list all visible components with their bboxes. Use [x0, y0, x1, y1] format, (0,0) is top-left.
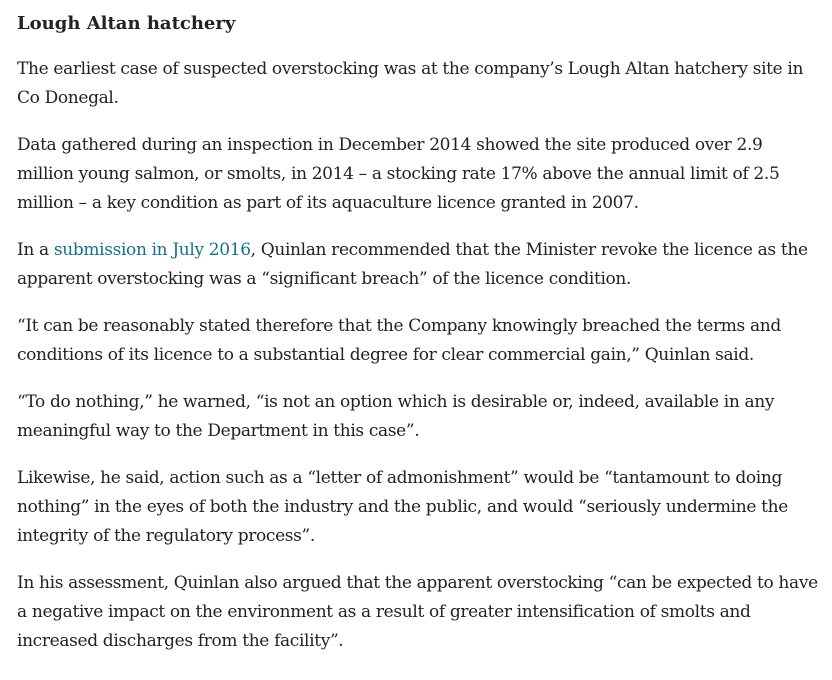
section-heading: Lough Altan hatchery: [17, 13, 236, 34]
paragraph-submission-before: In a: [17, 240, 54, 260]
paragraph-admonishment: Likewise, he said, action such as a “letter of admonishment” would be “tantamount to doing nothing” in the eyes of both the industry and the public, and would “seriously undermine the integrity of the regulatory process”.: [17, 468, 788, 546]
paragraph-quote-breach: “It can be reasonably stated therefore that the Company knowingly breached the terms and conditions of its licence to a substantial degree for clear commercial gain,” Quinlan said.: [17, 316, 781, 365]
paragraph-submission-after: , Quinlan recommended that the Minister revoke the licence as the apparent overstocking was a “significant breach” of the licence condition.: [17, 240, 808, 289]
paragraph-submission: [17, 236, 820, 294]
submission-link[interactable]: submission in July 2016: [53, 240, 251, 260]
paragraph-earliest-case: The earliest case of suspected overstocking was at the company’s Lough Altan hatchery site in Co Donegal.: [17, 59, 804, 108]
paragraph-quote-nothing: “To do nothing,” he warned, “is not an option which is desirable or, indeed, available in any meaningful way to the Department in this case”.: [17, 392, 775, 441]
paragraph-inspection-data: Data gathered during an inspection in December 2014 showed the site produced over 2.9 million young salmon, or smolts, in 2014 – a stocking rate 17% above the annual limit of 2.5 million – a key condition as part of its aquaculture licence granted in 2007.: [17, 135, 780, 213]
paragraph-assessment: In his assessment, Quinlan also argued that the apparent overstocking “can be expected to have a negative impact on the environment as a result of greater intensification of smolts and increased discharges from the facility”.: [17, 573, 818, 651]
